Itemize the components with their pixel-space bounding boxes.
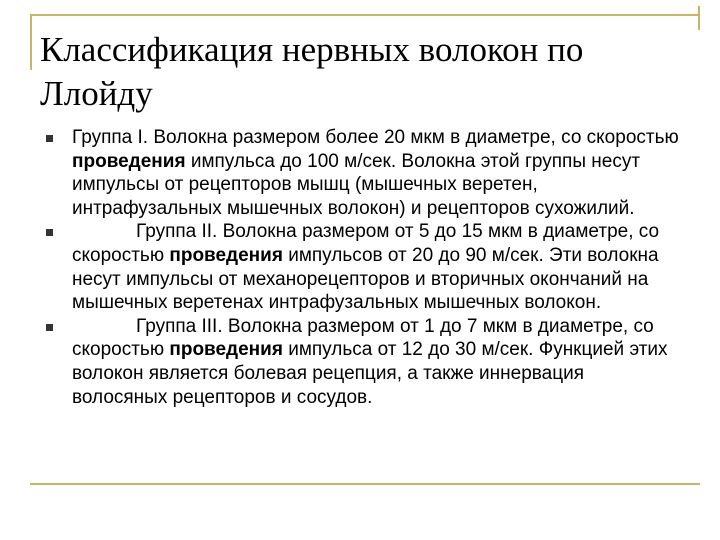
frame-bottom-line <box>30 483 700 485</box>
bullet-list <box>40 126 680 409</box>
bullet-text-bold: проведения <box>169 244 283 266</box>
slide-title-line-1: Классификация нервных волокон по <box>40 30 584 69</box>
bullet-text-post: импульса от 12 до 30 м/сек. Функцией этих волокон является болевая рецепция, а также иннервация волосяных рецепторов и сосудов. <box>72 339 668 408</box>
square-bullet-icon <box>46 135 53 142</box>
bullet-text-bold: проведения <box>72 150 186 172</box>
square-bullet-icon <box>46 324 53 331</box>
square-bullet-icon <box>46 229 53 236</box>
bullet-text-pre: Группа III. Волокна размером от 1 до 7 мкм в диаметре, со скоростью <box>72 315 654 361</box>
bullet-text-post: импульса до 100 м/сек. Волокна этой группы несут импульсы от рецепторов мышц (мышечных веретен, интрафузальных мышечных волокон) и рецепторов сухожилий. <box>72 150 641 219</box>
slide-title <box>40 28 680 116</box>
bullet-text-post: импульсов от 20 до 90 м/сек. Эти волокна несут импульсы от механорецепторов и вторичных окончаний на мышечных веретенах интрафузальных мышечных волокон. <box>72 244 659 314</box>
bullet-item-group-3 <box>40 315 680 409</box>
slide-title-line-2: Ллойду <box>40 74 153 113</box>
frame-left-line <box>30 14 32 70</box>
bullet-item-group-1 <box>40 126 680 220</box>
bullet-text-pre: Группа II. Волокна размером от 5 до 15 мкм в диаметре, со скоростью <box>72 221 660 266</box>
bullet-text-pre: Группа I. Волокна размером более 20 мкм в диаметре, со скоростью <box>72 127 679 148</box>
frame-right-tick <box>698 6 700 30</box>
bullet-text-bold: проведения <box>169 339 283 361</box>
frame-top-line <box>30 14 700 16</box>
bullet-item-group-2 <box>40 220 680 314</box>
